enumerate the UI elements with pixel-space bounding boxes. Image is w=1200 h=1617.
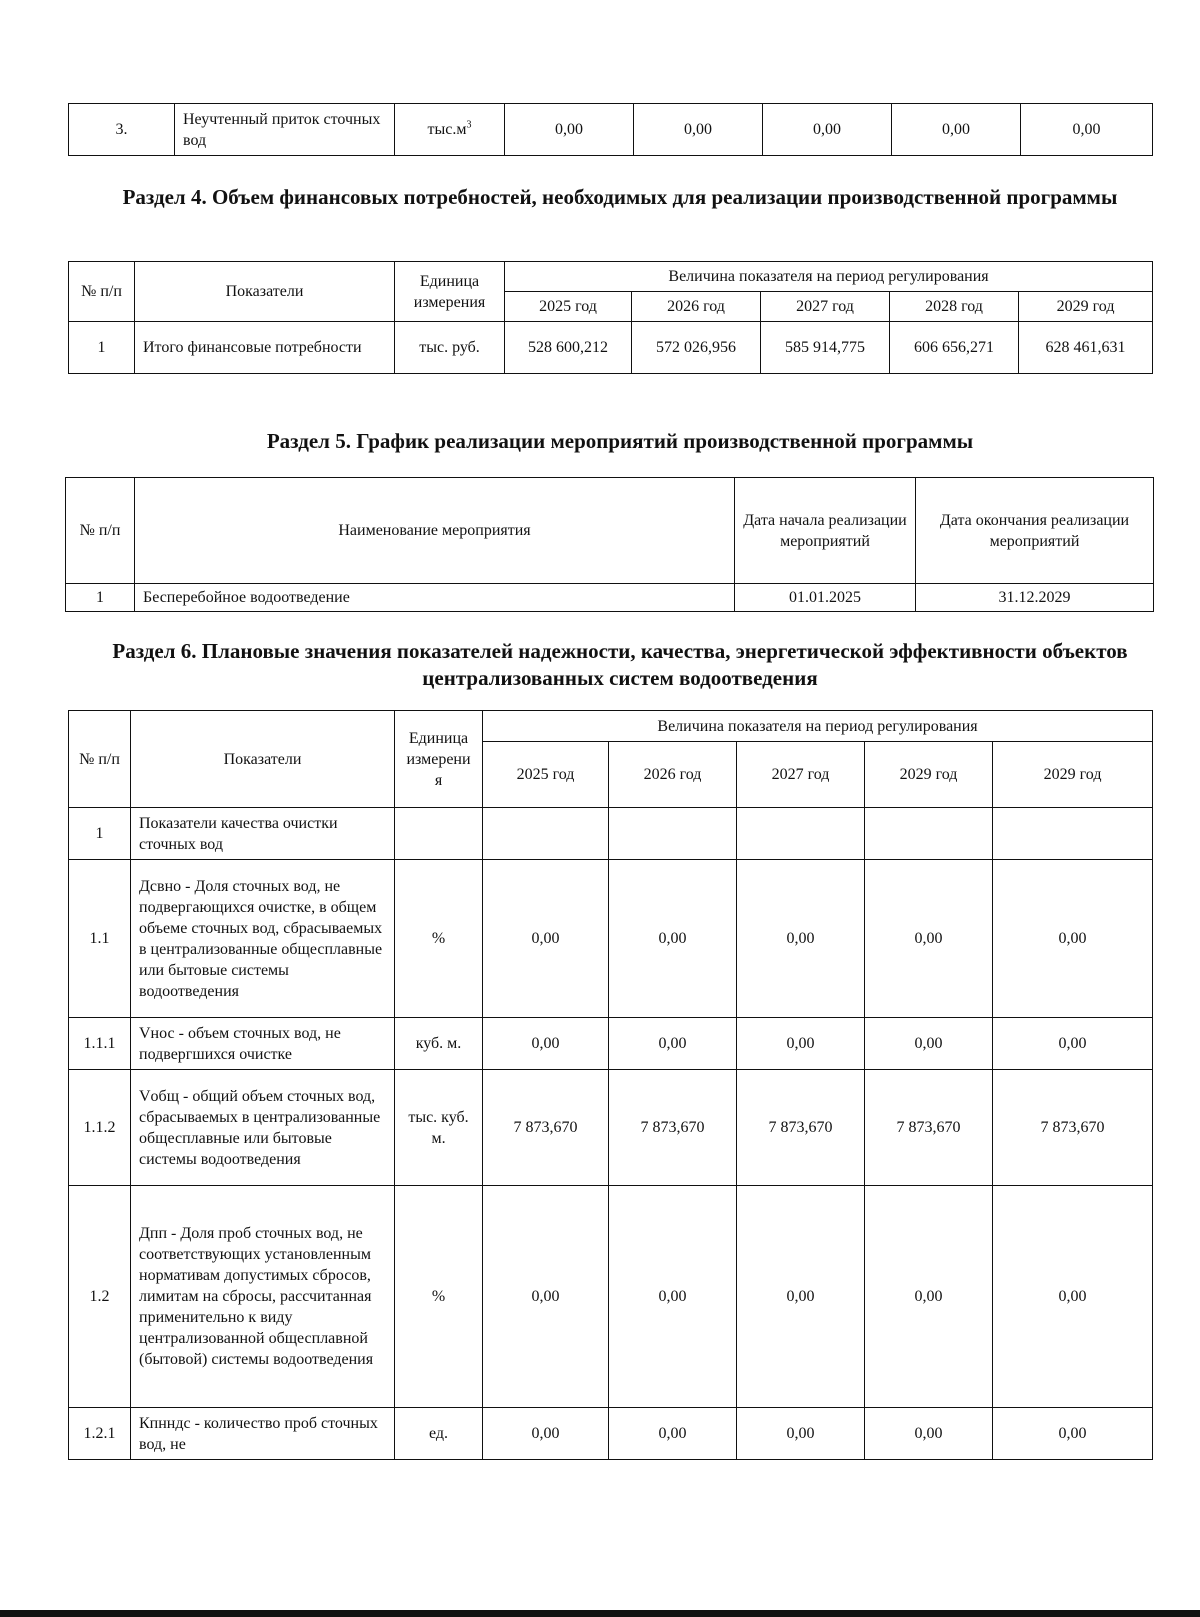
value-cell: 0,00	[483, 1186, 609, 1408]
value-cell: 0,00	[737, 1018, 865, 1070]
unit-text: тыс.м	[427, 121, 467, 138]
value-cell: 585 914,775	[761, 322, 890, 374]
table-quality-indicators	[68, 710, 1153, 1460]
value-cell: 0,00	[865, 1186, 993, 1408]
row-number: 1	[69, 808, 131, 860]
value-cell: 0,00	[993, 1408, 1153, 1460]
header-year: 2026 год	[609, 742, 737, 808]
value-cell: 0,00	[737, 1408, 865, 1460]
header-year: 2029 год	[993, 742, 1153, 808]
unit-cell: тыс. руб.	[395, 322, 505, 374]
header-period: Величина показателя на период регулирования	[483, 711, 1153, 742]
row-number: 1	[69, 322, 135, 374]
header-number: № п/п	[69, 262, 135, 322]
header-indicators: Показатели	[135, 262, 395, 322]
scan-edge-bar	[0, 1610, 1200, 1617]
value-cell: 7 873,670	[737, 1070, 865, 1186]
header-year: 2025 год	[505, 292, 632, 322]
indicator-name: Кпнндс - количество проб сточных вод, не	[131, 1408, 395, 1460]
value-cell: 7 873,670	[993, 1070, 1153, 1186]
value-cell: 0,00	[892, 104, 1021, 156]
row-number: 3.	[69, 104, 175, 156]
section-6-title: Раздел 6. Плановые значения показателей надежности, качества, энергетической эффективности объектов централизованных систем водоотведения	[112, 639, 1128, 690]
header-start-date: Дата начала реализации мероприятий	[735, 478, 916, 584]
value-cell: 0,00	[993, 860, 1153, 1018]
value-cell: 0,00	[737, 860, 865, 1018]
header-number: № п/п	[66, 478, 135, 584]
value-cell: 0,00	[609, 860, 737, 1018]
value-cell: 0,00	[865, 1018, 993, 1070]
value-cell: 7 873,670	[865, 1070, 993, 1186]
indicator-name: Итого финансовые потребности	[135, 322, 395, 374]
value-cell	[737, 808, 865, 860]
value-cell: 0,00	[993, 1186, 1153, 1408]
value-cell: 0,00	[1021, 104, 1153, 156]
header-end-date: Дата окончания реализации мероприятий	[916, 478, 1154, 584]
value-cell: 7 873,670	[483, 1070, 609, 1186]
value-cell: 606 656,271	[890, 322, 1019, 374]
indicator-name: Vнос - объем сточных вод, не подвергшихся очистке	[131, 1018, 395, 1070]
value-cell	[483, 808, 609, 860]
unit-cell: %	[395, 860, 483, 1018]
indicator-name: Показатели качества очистки сточных вод	[131, 808, 395, 860]
value-cell: 0,00	[609, 1408, 737, 1460]
activity-name: Бесперебойное водоотведение	[135, 584, 735, 612]
value-cell: 0,00	[763, 104, 892, 156]
unit-cell: %	[395, 1186, 483, 1408]
value-cell: 0,00	[737, 1186, 865, 1408]
unit-cell	[395, 104, 505, 156]
header-year: 2025 год	[483, 742, 609, 808]
value-cell	[993, 808, 1153, 860]
section-5-title: Раздел 5. График реализации мероприятий производственной программы	[266, 429, 974, 453]
value-cell: 528 600,212	[505, 322, 632, 374]
header-number: № п/п	[69, 711, 131, 808]
value-cell: 0,00	[505, 104, 634, 156]
header-unit: Единица измерения	[395, 711, 483, 808]
row-number: 1	[66, 584, 135, 612]
value-cell	[865, 808, 993, 860]
value-cell	[609, 808, 737, 860]
value-cell: 0,00	[993, 1018, 1153, 1070]
unit-cell: ед.	[395, 1408, 483, 1460]
header-year: 2027 год	[737, 742, 865, 808]
section-4-title: Раздел 4. Объем финансовых потребностей, необходимых для реализации производственной программы	[122, 185, 1118, 209]
value-cell: 0,00	[865, 1408, 993, 1460]
header-year: 2027 год	[761, 292, 890, 322]
value-cell: 0,00	[483, 1408, 609, 1460]
indicator-name: Дсвно - Доля сточных вод, не подвергающихся очистке, в общем объеме сточных вод, сбрасываемых в централизованные общесплавные или бытовые системы водоотведения	[131, 860, 395, 1018]
indicator-name: Неучтенный приток сточных вод	[175, 104, 395, 156]
unit-cell: куб. м.	[395, 1018, 483, 1070]
table-inflow	[68, 103, 1153, 156]
value-cell: 0,00	[865, 860, 993, 1018]
value-cell: 0,00	[483, 1018, 609, 1070]
value-cell: 7 873,670	[609, 1070, 737, 1186]
end-date: 31.12.2029	[916, 584, 1154, 612]
indicator-name: Vобщ - общий объем сточных вод, сбрасываемых в централизованные общесплавные или бытовые системы водоотведения	[131, 1070, 395, 1186]
header-period: Величина показателя на период регулирования	[505, 262, 1153, 292]
row-number: 1.1	[69, 860, 131, 1018]
value-cell: 572 026,956	[632, 322, 761, 374]
value-cell: 628 461,631	[1019, 322, 1153, 374]
unit-superscript: 3	[466, 119, 472, 131]
header-year: 2026 год	[632, 292, 761, 322]
indicator-name: Дпп - Доля проб сточных вод, не соответствующих установленным нормативам допустимых сбросов, лимитам на сбросы, рассчитанная применительно к виду централизованной общесплавной (бытовой) системы водоотведения	[131, 1186, 395, 1408]
row-number: 1.1.1	[69, 1018, 131, 1070]
row-number: 1.2	[69, 1186, 131, 1408]
value-cell: 0,00	[609, 1186, 737, 1408]
header-year: 2029 год	[1019, 292, 1153, 322]
row-number: 1.2.1	[69, 1408, 131, 1460]
value-cell: 0,00	[483, 860, 609, 1018]
header-year: 2029 год	[865, 742, 993, 808]
unit-cell	[395, 808, 483, 860]
table-schedule	[65, 477, 1154, 612]
unit-cell: тыс. куб. м.	[395, 1070, 483, 1186]
header-activity-name: Наименование мероприятия	[135, 478, 735, 584]
start-date: 01.01.2025	[735, 584, 916, 612]
value-cell: 0,00	[609, 1018, 737, 1070]
header-indicators: Показатели	[131, 711, 395, 808]
row-number: 1.1.2	[69, 1070, 131, 1186]
table-financial-needs	[68, 261, 1153, 374]
value-cell: 0,00	[634, 104, 763, 156]
header-unit: Единица измерения	[395, 262, 505, 322]
header-year: 2028 год	[890, 292, 1019, 322]
